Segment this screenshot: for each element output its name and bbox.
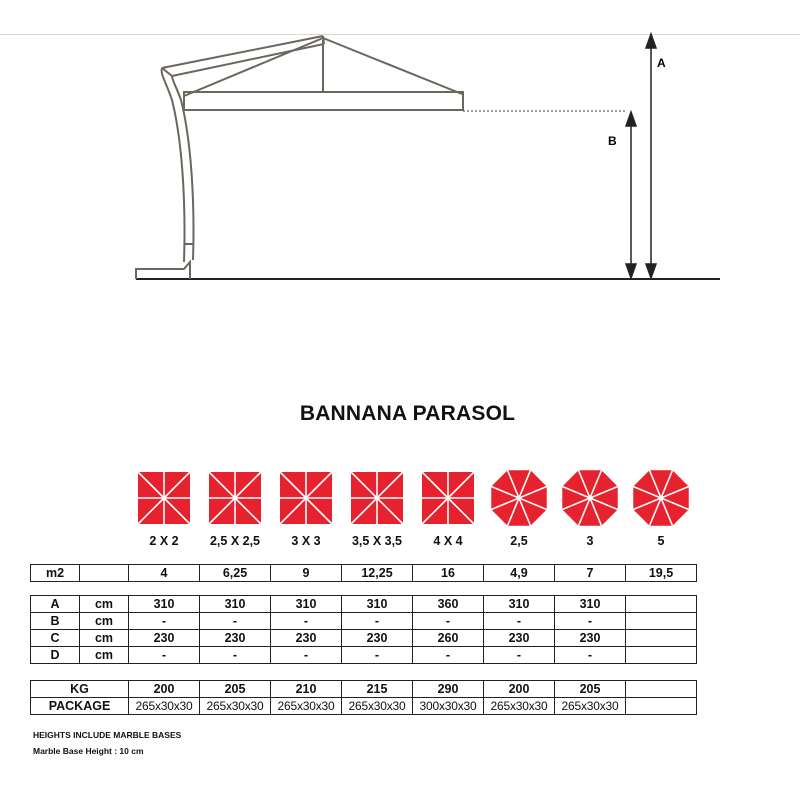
value-cell: -: [129, 647, 200, 664]
value-cell: 310: [342, 596, 413, 613]
area-table: [30, 564, 697, 582]
dimensions-table: [30, 595, 697, 664]
canopy-icon-row: [0, 462, 800, 532]
value-cell: 200: [129, 681, 200, 698]
value-cell: -: [413, 647, 484, 664]
value-cell: 230: [271, 630, 342, 647]
value-cell: 290: [413, 681, 484, 698]
size-label: 5: [657, 534, 665, 548]
canopy-icon-square: [209, 472, 261, 524]
size-label: 3 X 3: [291, 534, 321, 548]
value-cell: 205: [200, 681, 271, 698]
unit-cell: cm: [80, 613, 129, 630]
value-cell: 4,9: [484, 565, 555, 582]
value-cell: 310: [200, 596, 271, 613]
value-cell: [626, 698, 697, 715]
value-cell: [626, 630, 697, 647]
row-label: m2: [31, 565, 80, 582]
table-row: [31, 681, 697, 698]
table-row: [31, 565, 697, 582]
value-cell: -: [484, 647, 555, 664]
value-cell: 265x30x30: [555, 698, 626, 715]
dimension-label-a: A: [657, 56, 666, 70]
dimension-arrow-a: [646, 34, 656, 278]
value-cell: -: [271, 647, 342, 664]
value-cell: 4: [129, 565, 200, 582]
row-label: C: [31, 630, 80, 647]
size-label: 4 X 4: [433, 534, 463, 548]
value-cell: 9: [271, 565, 342, 582]
value-cell: 200: [484, 681, 555, 698]
value-cell: -: [200, 613, 271, 630]
value-cell: 6,25: [200, 565, 271, 582]
canopy-icon-square: [351, 472, 403, 524]
weight-package-table: [30, 680, 697, 715]
value-cell: 265x30x30: [271, 698, 342, 715]
value-cell: 7: [555, 565, 626, 582]
value-cell: 310: [271, 596, 342, 613]
value-cell: [626, 647, 697, 664]
value-cell: -: [484, 613, 555, 630]
unit-cell: cm: [80, 630, 129, 647]
value-cell: 230: [129, 630, 200, 647]
row-label: B: [31, 613, 80, 630]
row-label: PACKAGE: [31, 698, 129, 715]
size-label: 2 X 2: [149, 534, 179, 548]
value-cell: 230: [484, 630, 555, 647]
value-cell: 205: [555, 681, 626, 698]
canopy-icon-round: [633, 470, 688, 525]
value-cell: 230: [342, 630, 413, 647]
value-cell: [626, 613, 697, 630]
value-cell: 210: [271, 681, 342, 698]
parasol-diagram: [0, 0, 800, 300]
canopy-icon-round: [491, 470, 546, 525]
value-cell: 310: [129, 596, 200, 613]
base-height-note: Marble Base Height : 10 cm: [33, 746, 144, 756]
size-label: 2,5 X 2,5: [209, 534, 261, 548]
value-cell: -: [271, 613, 342, 630]
value-cell: 19,5: [626, 565, 697, 582]
parasol-canopy: [184, 38, 463, 110]
value-cell: [626, 596, 697, 613]
value-cell: -: [342, 647, 413, 664]
unit-cell: [80, 565, 129, 582]
value-cell: 230: [555, 630, 626, 647]
table-row: [31, 647, 697, 664]
dimension-label-b: B: [608, 134, 617, 148]
parasol-pole: [162, 36, 324, 262]
table-row: [31, 630, 697, 647]
row-label: A: [31, 596, 80, 613]
value-cell: -: [413, 613, 484, 630]
table-row: [31, 613, 697, 630]
value-cell: 310: [555, 596, 626, 613]
canopy-icon-square: [280, 472, 332, 524]
product-title: BANNANA PARASOL: [299, 402, 516, 425]
value-cell: 265x30x30: [342, 698, 413, 715]
value-cell: 265x30x30: [129, 698, 200, 715]
value-cell: 230: [200, 630, 271, 647]
value-cell: 300x30x30: [413, 698, 484, 715]
size-label: 2,5: [510, 534, 528, 548]
row-label: KG: [31, 681, 129, 698]
row-label: D: [31, 647, 80, 664]
value-cell: 12,25: [342, 565, 413, 582]
marble-base: [136, 262, 190, 279]
canopy-icon-square: [138, 472, 190, 524]
value-cell: 265x30x30: [200, 698, 271, 715]
value-cell: 310: [484, 596, 555, 613]
table-row: [31, 698, 697, 715]
dimension-arrow-b: [626, 112, 636, 278]
value-cell: -: [342, 613, 413, 630]
unit-cell: cm: [80, 647, 129, 664]
value-cell: 360: [413, 596, 484, 613]
size-label: 3: [586, 534, 594, 548]
value-cell: 16: [413, 565, 484, 582]
value-cell: -: [555, 647, 626, 664]
heights-note: HEIGHTS INCLUDE MARBLE BASES: [33, 730, 182, 740]
value-cell: 260: [413, 630, 484, 647]
value-cell: -: [555, 613, 626, 630]
value-cell: -: [129, 613, 200, 630]
canopy-icon-square: [422, 472, 474, 524]
value-cell: [626, 681, 697, 698]
value-cell: -: [200, 647, 271, 664]
canopy-icon-round: [562, 470, 617, 525]
size-label: 3,5 X 3,5: [351, 534, 403, 548]
table-row: [31, 596, 697, 613]
value-cell: 265x30x30: [484, 698, 555, 715]
unit-cell: cm: [80, 596, 129, 613]
value-cell: 215: [342, 681, 413, 698]
